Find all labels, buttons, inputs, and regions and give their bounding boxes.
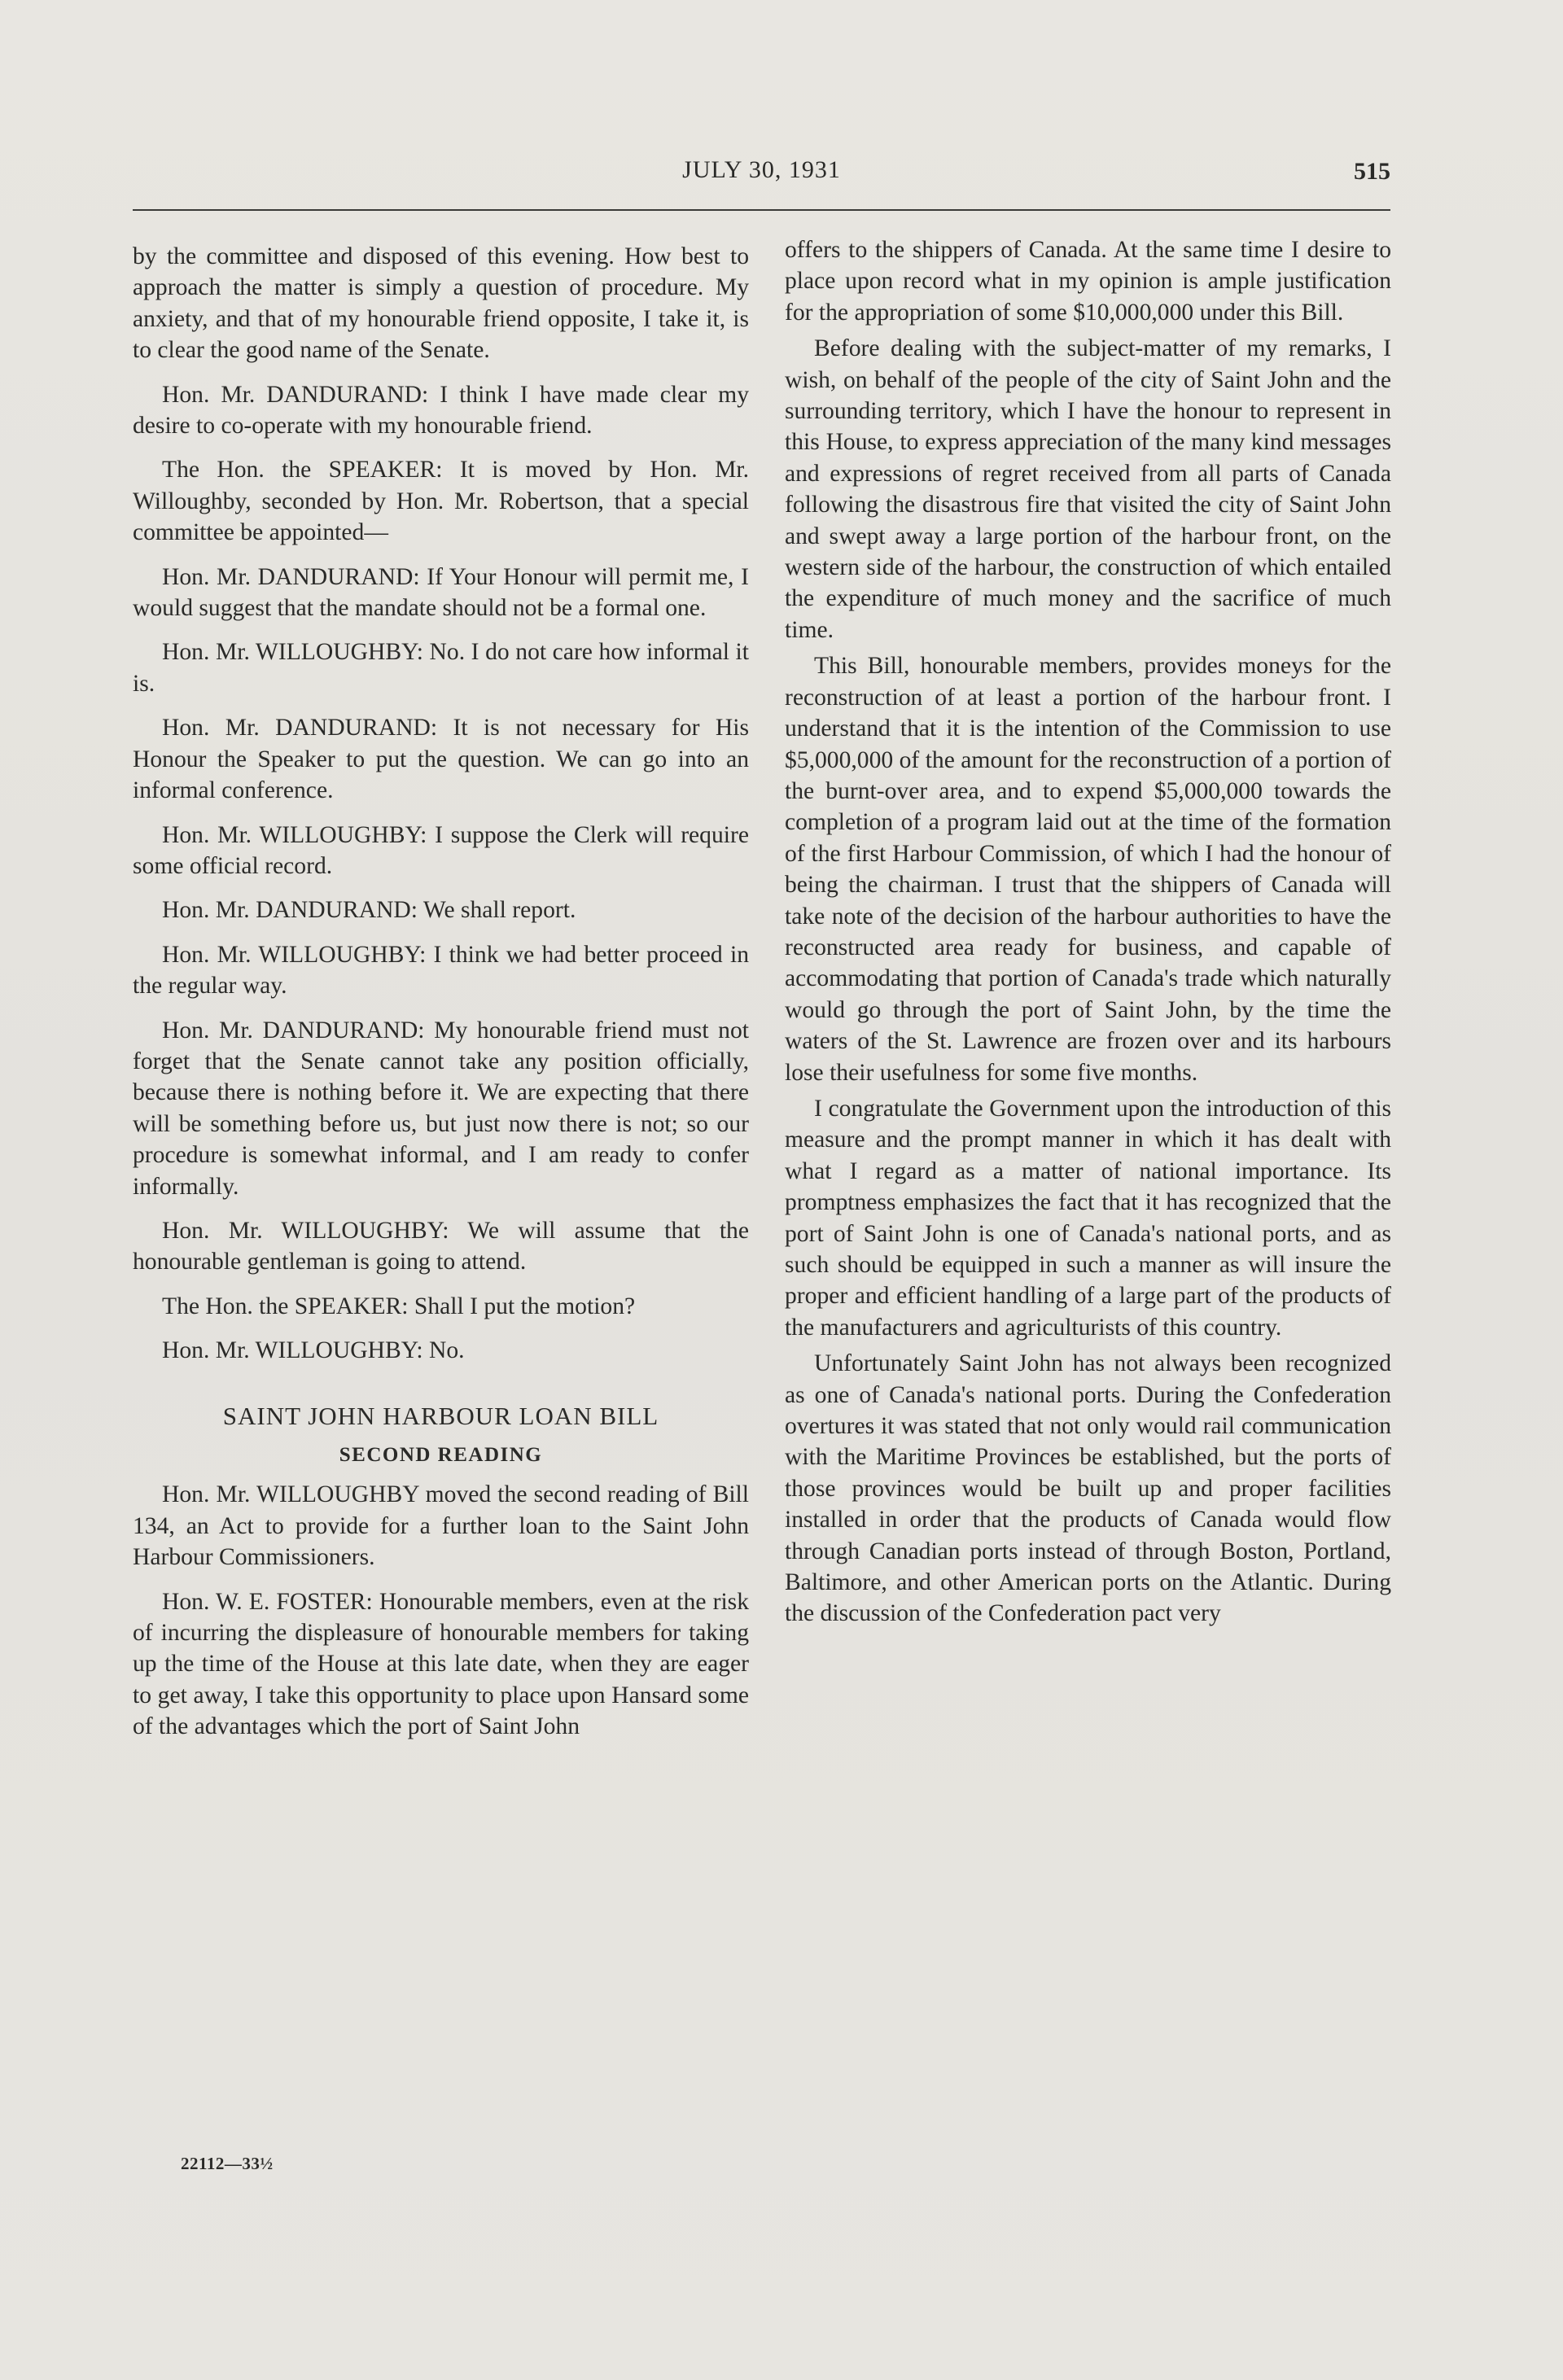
section-title: SAINT JOHN HARBOUR LOAN BILL: [222, 1401, 659, 1430]
paragraph: Hon. Mr. WILLOUGHBY: We will assume that the honourable gentleman is going to attend.: [133, 1217, 749, 1275]
paragraph: Hon. Mr. DANDURAND: My honourable friend must not forget that the Senate cannot take any position officially, because there is nothing before it. We are expecting that there will be something before us, but just now there is not; so our procedure is somewhat informal, and I am ready to confer informally.: [133, 1017, 749, 1200]
paragraph: This Bill, honourable members, provides moneys for the reconstruction of at least a portion of the harbour front. I understand that it is the intention of the Commission to use $5,000,000 of the amount for the reconstruction of a portion of the burnt-over area, and to expend $5,000,000 towards the completion of a program laid out at the time of the formation of the first Harbour Commission, of which I had the honour of being the chairman. I trust that the shippers of Canada will take note of the decision of the harbour authorities to have the reconstructed area ready for business, and capable of accommodating that portion of Canada's trade which naturally would go through the port of Saint John, by the time the waters of the St. Lawrence are frozen over and its harbours lose their usefulness for some five months.: [785, 653, 1391, 1086]
paragraph: The Hon. the SPEAKER: Shall I put the motion?: [162, 1293, 636, 1319]
left-column: [133, 241, 749, 1756]
paragraph: Unfortunately Saint John has not always been recognized as one of Canada's national ports. During the Confederation overtures it was stated that not only would rail communication with the Maritime Provinces be established, but the ports of those provinces would be built up and proper facilities installed in order that the products of Canada would flow through Canadian ports instead of through Boston, Portland, Baltimore, and other American ports on the Atlantic. During the discussion of the Confederation pact very: [785, 1350, 1391, 1627]
section-subtitle: SECOND READING: [339, 1444, 543, 1466]
paragraph: Hon. Mr. WILLOUGHBY: No. I do not care how informal it is.: [133, 639, 749, 697]
header-rule: [133, 209, 1390, 211]
paragraph: Hon. Mr. DANDURAND: It is not necessary for His Honour the Speaker to put the question. We can go into an informal conference.: [133, 715, 749, 804]
paragraph: Before dealing with the subject-matter of my remarks, I wish, on behalf of the people of the city of Saint John and the surrounding territory, which I have the honour to represent in this House, to express appreciation of the many kind messages and expressions of regret received from all parts of Canada following the disastrous fire that visited the city of Saint John and swept away a large portion of the harbour front, on the western side of the harbour, the construction of which entailed the expenditure of much money and the sacrifice of much time.: [785, 335, 1391, 643]
paragraph: Hon. Mr. DANDURAND: If Your Honour will permit me, I would suggest that the mandate should not be a formal one.: [133, 563, 749, 622]
paragraph: I congratulate the Government upon the introduction of this measure and the prompt manner in which it has dealt with what I regard as a matter of national importance. Its promptness emphasizes the fact that it has recognized that the port of Saint John is one of Canada's national ports, and as such should be equipped in such a manner as will insure the proper and efficient handling of a large part of the products of the manufacturers and agriculturists of this country.: [785, 1095, 1391, 1341]
paragraph: Hon. Mr. WILLOUGHBY: No.: [162, 1337, 465, 1364]
paragraph: Hon. Mr. WILLOUGHBY: I suppose the Clerk will require some official record.: [133, 821, 749, 879]
paragraph: offers to the shippers of Canada. At the same time I desire to place upon record what in my opinion is ample justification for the appropriation of some $10,000,000 under this Bill.: [785, 237, 1391, 326]
paragraph: Hon. Mr. DANDURAND: We shall report.: [162, 897, 576, 924]
paragraph: Hon. Mr. WILLOUGHBY moved the second reading of Bill 134, an Act to provide for a further loan to the Saint John Harbour Commissioners.: [133, 1481, 749, 1571]
header-date: JULY 30, 1931: [682, 156, 841, 183]
paragraph: The Hon. the SPEAKER: It is moved by Hon. Mr. Willoughby, seconded by Hon. Mr. Robertson, that a special committee be appointed—: [133, 457, 749, 546]
paragraph: by the committee and disposed of this evening. How best to approach the matter is simply a question of procedure. My anxiety, and that of my honourable friend opposite, I take it, is to clear the good name of the Senate.: [133, 243, 749, 364]
right-column: [785, 234, 1391, 1630]
page-header: [133, 153, 1390, 189]
paragraph: Hon. Mr. WILLOUGHBY: I think we had better proceed in the regular way.: [133, 941, 749, 1000]
paragraph: Hon. Mr. DANDURAND: I think I have made clear my desire to co-operate with my honourable friend.: [133, 381, 749, 440]
paragraph: Hon. W. E. FOSTER: Honourable members, even at the risk of incurring the displeasure of honourable members for taking up the time of the House at this late date, when they are eager to get away, I take this opportunity to place upon Hansard some of the advantages which the port of Saint John: [133, 1588, 749, 1740]
print-footnote: 22112—33½: [181, 2154, 274, 2173]
page-number: 515: [1354, 158, 1390, 185]
